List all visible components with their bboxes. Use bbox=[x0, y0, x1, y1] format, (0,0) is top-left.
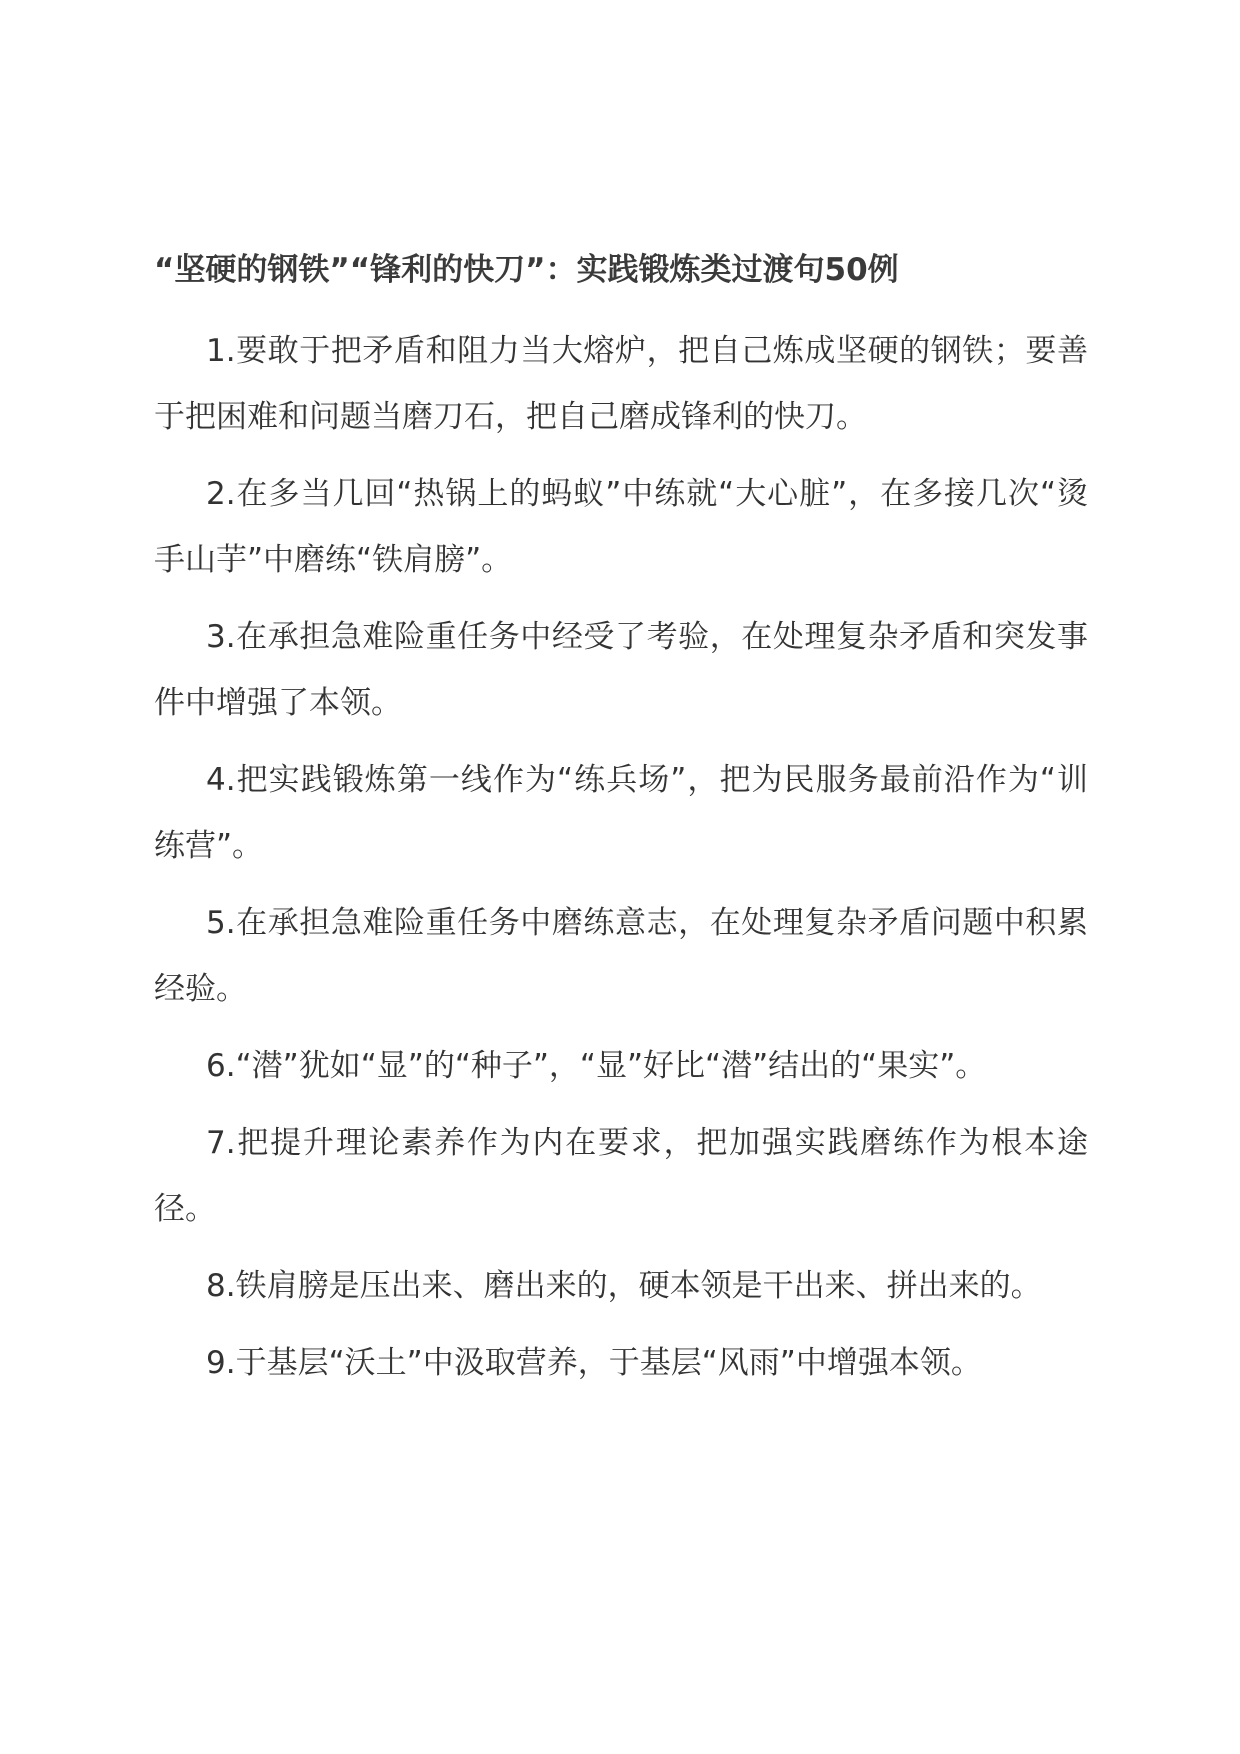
paragraph-1: 1.要敢于把矛盾和阻力当大熔炉，把自己炼成坚硬的钢铁；要善于把困难和问题当磨刀石，把自己磨成锋利的快刀。 bbox=[154, 333, 1088, 435]
paragraph-7: 7.把提升理论素养作为内在要求，把加强实践磨练作为根本途径。 bbox=[154, 1125, 1088, 1227]
document-body bbox=[154, 318, 1088, 1407]
paragraph-6: 6.“潜”犹如“显”的“种子”，“显”好比“潜”结出的“果实”。 bbox=[206, 1048, 987, 1084]
paragraph-2: 2.在多当几回“热锅上的蚂蚁”中练就“大心脏”，在多接几次“烫手山芋”中磨练“铁肩膀”。 bbox=[154, 476, 1088, 578]
paragraph-5: 5.在承担急难险重任务中磨练意志，在处理复杂矛盾问题中积累经验。 bbox=[154, 905, 1088, 1007]
paragraph-4: 4.把实践锻炼第一线作为“练兵场”，把为民服务最前沿作为“训练营”。 bbox=[154, 762, 1088, 864]
paragraph-3: 3.在承担急难险重任务中经受了考验，在处理复杂矛盾和突发事件中增强了本领。 bbox=[154, 619, 1088, 721]
document-title: “坚硬的钢铁”“锋利的快刀”：实践锻炼类过渡句50例 bbox=[154, 252, 899, 288]
paragraph-9: 9.于基层“沃土”中汲取营养，于基层“风雨”中增强本领。 bbox=[206, 1345, 982, 1381]
paragraph-8: 8.铁肩膀是压出来、磨出来的，硬本领是干出来、拼出来的。 bbox=[206, 1268, 1042, 1304]
